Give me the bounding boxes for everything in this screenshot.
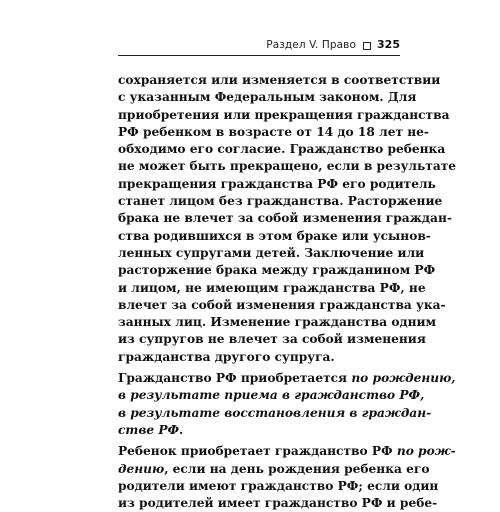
text-line: брака не влечет за собой изменения граждан-: [118, 211, 452, 226]
text-line: прекращения гражданства РФ его родитель: [118, 176, 436, 191]
running-head: [118, 37, 400, 56]
square-bullet-icon: [363, 42, 371, 50]
text-line: с указанным Федеральным законом. Для: [118, 90, 417, 105]
text-line: дению, если на день рождения ребенка его: [118, 461, 430, 476]
text-line: сохраняется или изменяется в соответствии: [118, 73, 441, 87]
text-line: занных лиц. Изменение гражданства одним: [118, 315, 437, 330]
text-line: и лицом, не имеющим гражданства РФ, не: [118, 280, 426, 295]
text-line: ленных супругами детей. Заключение или: [118, 245, 425, 260]
body-text: [118, 72, 457, 512]
text-line: станет лицом без гражданства. Расторжение: [118, 194, 443, 209]
text-line: влечет за собой изменения гражданства ука-: [118, 297, 446, 312]
text-line: в результате приема в гражданство РФ,: [118, 388, 425, 403]
text-line: расторжение брака между гражданином РФ: [118, 263, 436, 278]
paragraph: [118, 72, 457, 366]
text-line: ства родившихся в этом браке или усынов-: [118, 228, 431, 243]
text-line: Гражданство РФ приобретается по рождению,: [118, 371, 456, 386]
text-line: приобретения или прекращения гражданства: [118, 107, 450, 122]
text-line: Ребенок приобретает гражданство РФ по рож-: [118, 444, 456, 459]
text-line: РФ ребенком в возрасте от 14 до 18 лет не-: [118, 124, 429, 139]
text-line: из родителей имеет гражданство РФ и ребе-: [118, 496, 438, 511]
paragraph: [118, 443, 456, 512]
text-line: гражданства другого супруга.: [118, 349, 335, 364]
text-line: стве РФ.: [118, 422, 184, 437]
text-line: в результате восстановления в граждан-: [118, 405, 432, 420]
text-line: родители имеют гражданство РФ; если один: [118, 478, 439, 493]
text-line: из супругов не влечет за собой изменения: [118, 332, 426, 347]
paragraph: [118, 370, 456, 439]
section-title: Раздел V. Право: [266, 39, 356, 51]
text-line: обходимо его согласие. Гражданство ребенка: [118, 142, 446, 157]
text-line: не может быть прекращено, если в результате: [118, 159, 457, 174]
page-number: 325: [377, 38, 400, 51]
